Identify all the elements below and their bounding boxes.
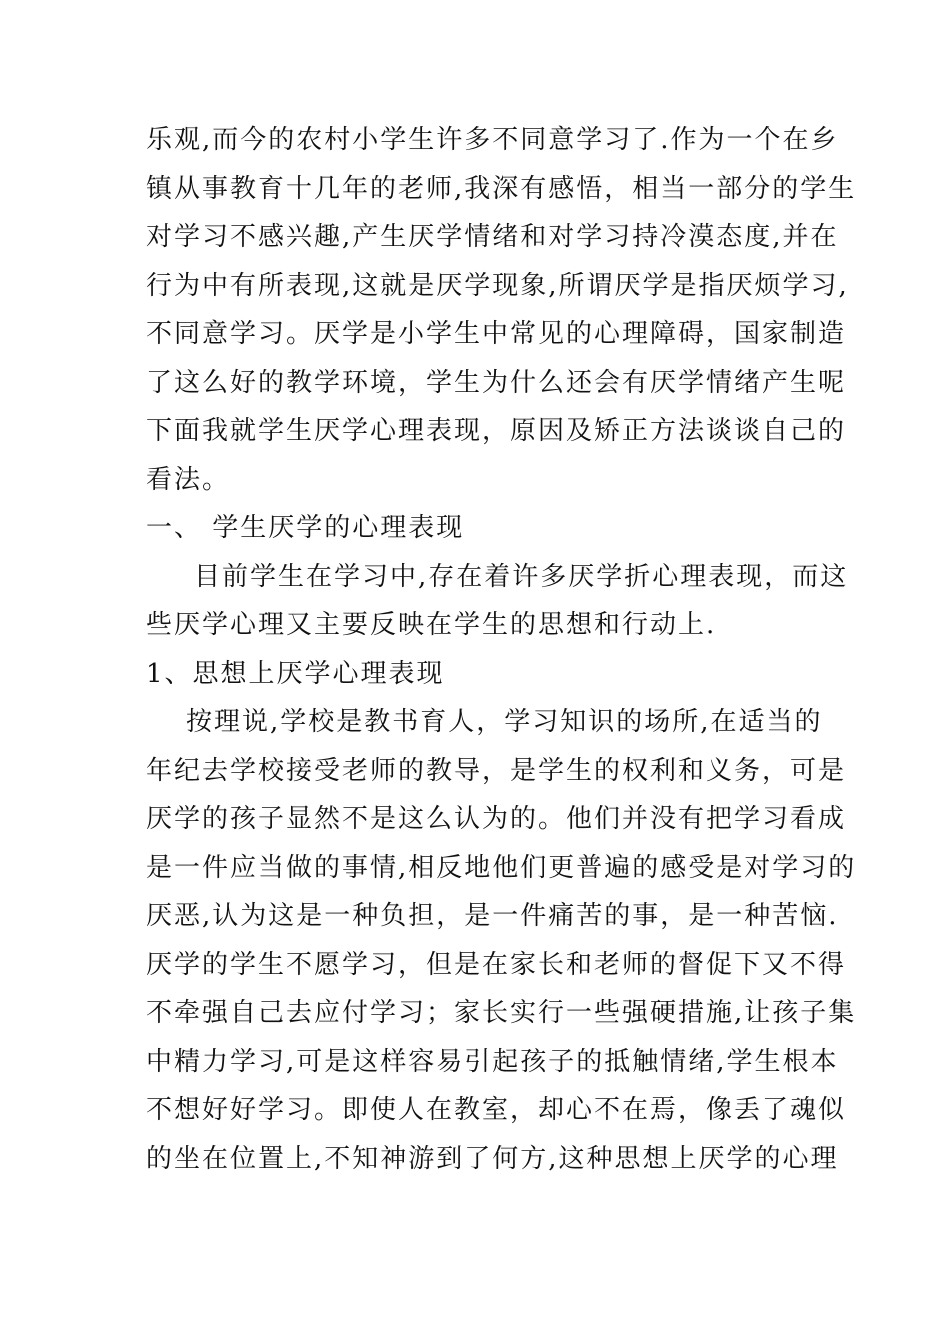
text-line: 看法。 (146, 464, 231, 495)
text-line: 中精力学习,可是这样容易引起孩子的抵触情绪,学生根本 (146, 1046, 839, 1077)
text-line: 不想好好学习。即使人在教室，却心不在焉，像丢了魂似 (146, 1095, 847, 1125)
subsection-heading: 1、思想上厌学心理表现 (146, 658, 445, 689)
text-line: 乐观,而今的农村小学生许多不同意学习了.作为一个在乡 (146, 125, 839, 155)
text-line: 对学习不感兴趣,产生厌学情绪和对学习持冷漠态度,并在 (146, 222, 839, 252)
text-line: 厌恶,认为这是一种负担，是一件痛苦的事，是一种苦恼. (146, 901, 839, 931)
section-heading: 一、 学生厌学的心理表现 (146, 513, 465, 543)
text-line: 下面我就学生厌学心理表现，原因及矫正方法谈谈自己的 (146, 416, 847, 446)
text-line: 了这么好的教学环境，学生为什么还会有厌学情绪产生呢 (146, 367, 847, 398)
text-line: 不牵强自己去应付学习；家长实行一些强硬措施,让孩子集 (146, 998, 857, 1028)
body-text (146, 116, 857, 1183)
text-line: 目前学生在学习中,存在着许多厌学折心理表现，而这 (194, 561, 849, 592)
text-line: 些厌学心理又主要反映在学生的思想和行动上. (146, 610, 717, 640)
text-line: 的坐在位置上,不知神游到了何方,这种思想上厌学的心理 (146, 1143, 839, 1174)
text-line: 厌学的学生不愿学习，但是在家长和老师的督促下又不得 (146, 949, 847, 980)
text-line: 镇从事教育十几年的老师,我深有感悟，相当一部分的学生 (146, 173, 857, 204)
text-line: 是一件应当做的事情,相反地他们更普遍的感受是对学习的 (146, 852, 857, 883)
text-line: 厌学的孩子显然不是这么认为的。他们并没有把学习看成 (146, 804, 847, 834)
text-line: 按理说,学校是教书育人，学习知识的场所,在适当的 (186, 707, 823, 737)
text-line: 年纪去学校接受老师的教导，是学生的权利和义务，可是 (146, 755, 847, 786)
text-line: 不同意学习。厌学是小学生中常见的心理障碍，国家制造 (146, 319, 847, 349)
text-line: 行为中有所表现,这就是厌学现象,所谓厌学是指厌烦学习, (146, 270, 849, 301)
